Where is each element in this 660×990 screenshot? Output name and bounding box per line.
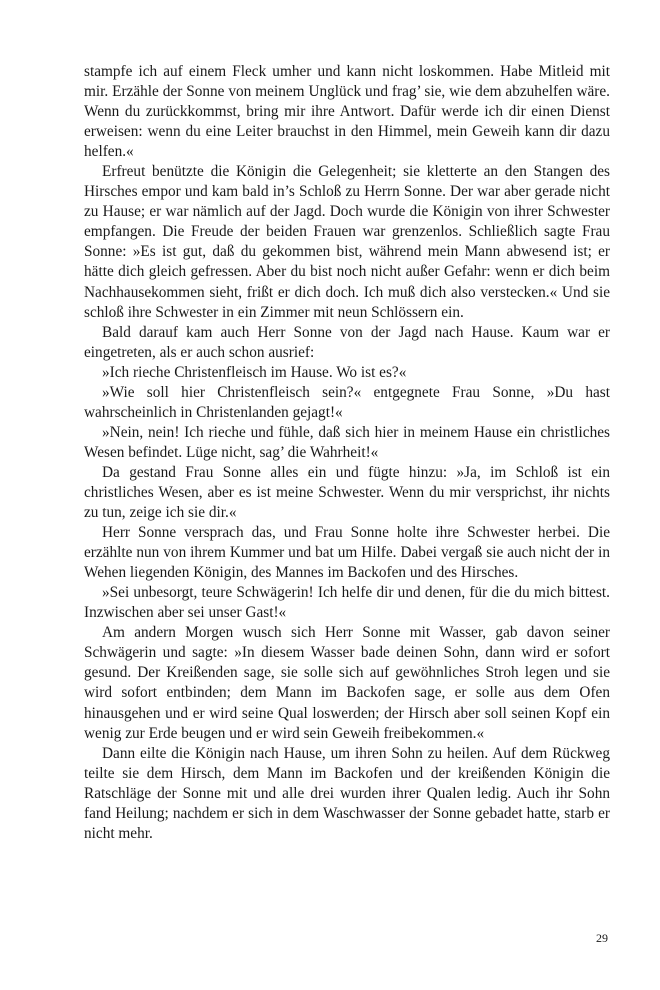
paragraph: Am andern Morgen wusch sich Herr Sonne mit Wasser, gab davon seiner Schwägerin und sagte: »In diesem Wasser bade deinen Sohn, dann wird er sofort gesund. Der Kreißenden sage, sie solle sich auf gewöhnliches Stroh legen und sie wird sofort entbinden; dem Mann im Backofen sage, er solle aus dem Ofen hinausgehen und er wird seine Qual loswerden; der Hirsch aber soll seinen Kopf ein wenig zur Erde beugen und er wird sein Geweih freibekommen.« (84, 624, 610, 742)
page-number: 29 (596, 931, 608, 945)
paragraph: Bald darauf kam auch Herr Sonne von der Jagd nach Hause. Kaum war er eingetreten, als er auch schon ausrief: (84, 323, 610, 361)
paragraph: Da gestand Frau Sonne alles ein und fügte hinzu: »Ja, im Schloß ist ein christliches Wesen, aber es ist meine Schwester. Wenn du mir versprichst, ihr nichts zu tun, zeige ich sie dir.« (84, 463, 610, 522)
body-text (84, 62, 610, 844)
paragraph: »Sei unbesorgt, teure Schwägerin! Ich helfe dir und denen, für die du mich bittest. Inzwischen aber sei unser Gast!« (84, 584, 610, 622)
paragraph-continued: stampfe ich auf einem Fleck umher und kann nicht loskommen. Habe Mitleid mit mir. Erzähle der Sonne von meinem Unglück und frag’ sie, wie dem abzuhelfen wäre. Wenn du zurückkommst, bring mir ihre Antwort. Dafür werde ich dir einen Dienst erweisen: wenn du eine Leiter brauchst in den Himmel, mein Geweih kann dir dazu helfen.« (84, 63, 610, 161)
paragraph: Dann eilte die Königin nach Hause, um ihren Sohn zu heilen. Auf dem Rückweg teilte sie dem Hirsch, dem Mann im Backofen und der kreißenden Königin die Ratschläge der Sonne mit und alle drei wurden ihrer Qualen ledig. Auch ihr Sohn fand Heilung; nachdem er sich in dem Waschwasser der Sonne gebadet hatte, starb er nicht mehr. (84, 744, 610, 842)
paragraph: »Wie soll hier Christenfleisch sein?« entgegnete Frau Sonne, »Du hast wahrscheinlich in Christenlanden gejagt!« (84, 383, 610, 421)
paragraph: Erfreut benützte die Königin die Gelegenheit; sie kletterte an den Stangen des Hirsches empor und kam bald in’s Schloß zu Herrn Sonne. Der war aber gerade nicht zu Hause; er war nämlich auf der Jagd. Doch wurde die Königin von ihrer Schwester empfangen. Die Freude der beiden Frauen war grenzenlos. Schließlich sagte Frau Sonne: »Es ist gut, daß du gekommen bist, während mein Mann abwesend ist; er hätte dich gleich gefressen. Aber du bist noch nicht außer Gefahr: wenn er dich beim Nachhausekommen sieht, frißt er dich doch. Ich muß dich also verstecken.« Und sie schloß ihre Schwester in ein Zimmer mit neun Schlössern ein. (84, 163, 610, 321)
paragraph: »Ich rieche Christenfleisch im Hause. Wo ist es?« (102, 363, 407, 381)
paragraph: Herr Sonne versprach das, und Frau Sonne holte ihre Schwester herbei. Die erzählte nun von ihrem Kummer und bat um Hilfe. Dabei vergaß sie auch nicht der in Wehen liegenden Königin, des Mannes im Backofen und des Hirsches. (84, 524, 610, 582)
paragraph: »Nein, nein! Ich rieche und fühle, daß sich hier in meinem Hause ein christliches Wesen befindet. Lüge nicht, sag’ die Wahrheit!« (84, 423, 610, 461)
